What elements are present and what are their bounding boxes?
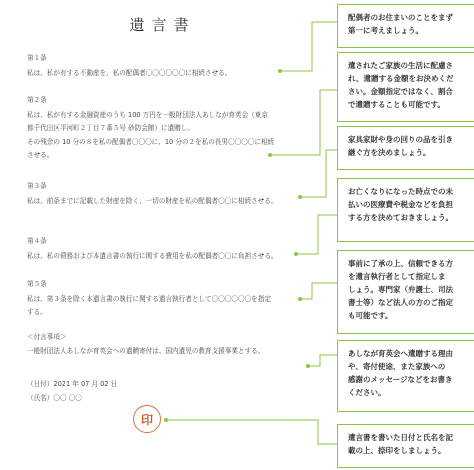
article-line: 私は、前条までに記載した財産を除く、一切の財産を私の配偶者〇〇に相続させる。 [27, 196, 278, 205]
annotation-line: 遺されたご家族の生活に配慮さ [348, 61, 453, 70]
annotation-box-2 [337, 52, 474, 122]
annotation-box-3 [337, 126, 474, 170]
annotation-line: しょう。専門家（弁護士、司法 [348, 285, 453, 294]
annotation-line: 事前に了承の上、信頼できる方 [348, 259, 453, 268]
annotation-line: を遺言執行者として指定しま [348, 272, 446, 281]
article-line: 都千代田区平河町２丁目７番５号 砂防会館）に遺贈し、 [27, 124, 194, 132]
article-line: 私は、私の債務および本遺言書の執行に関する費用を私の配偶者〇〇に負担させる。 [27, 251, 278, 260]
connector-line-3 [300, 150, 337, 197]
annotation-box-4 [337, 178, 474, 242]
document-title: 遺言書 [129, 16, 196, 34]
article-line: 私は、私が有する金融資産のうち 100 万円を一般財団法人あしなが育英会（東京 [27, 110, 268, 119]
connector-line-4 [296, 215, 337, 254]
annotation-line: さい。金額指定ではなく、割合 [348, 87, 453, 96]
article-line: させる。 [27, 151, 54, 159]
note-heading: ＜付言事項＞ [27, 333, 67, 341]
annotation-line: ください。 [348, 388, 386, 397]
annotation-line: れ、遺贈する金額をお決めくだ [348, 74, 454, 83]
annotation-line: 感謝のメッセージなどをお書き [348, 375, 453, 384]
annotation-box-1 [337, 4, 474, 48]
connector-line-6 [308, 355, 337, 366]
date-line: （日付）2021 年 07 月 02 日 [27, 380, 118, 388]
article-4 [27, 235, 278, 263]
article-line: 私は、私が有する不動産を、私の配偶者〇〇〇〇〇〇に相続させる。 [27, 68, 232, 77]
connector-dot [306, 364, 310, 368]
annotation-line: 載の上、捺印をしましょう。 [348, 446, 446, 455]
article-5 [27, 278, 271, 320]
annotation-box-7 [337, 424, 474, 468]
annotation-line: 第一に考えましょう。 [348, 26, 423, 35]
supplementary-note [27, 331, 264, 358]
article-heading: 第２条 [27, 96, 47, 104]
name-line: （氏名）〇〇 〇〇 [27, 394, 82, 402]
annotation-line: 継ぐ方を決めましょう。 [348, 148, 431, 157]
article-heading: 第４条 [27, 237, 47, 245]
annotation-line: や、寄付使途、また家族への [348, 362, 446, 371]
signature-block [27, 377, 117, 405]
article-heading: 第１条 [27, 54, 47, 62]
article-2 [27, 94, 274, 163]
annotation-line: 書士等）など法人の方のご指定 [348, 298, 453, 307]
annotation-line: 配偶者のお住まいのことをまず [348, 13, 453, 22]
annotation-line: 遺言書を書いた日付と氏名を記 [348, 433, 453, 442]
annotation-line: も可能です。 [348, 311, 393, 320]
seal-stamp: 印 [133, 405, 161, 433]
annotation-line: 払いの医療費や税金などを負担 [348, 200, 453, 209]
annotation-line: する方を決めておきましょう。 [348, 213, 453, 222]
note-text: 一般財団法人あしなが育英会への遺贈寄付は、国内遺児の教育支援事業とする。 [27, 346, 265, 355]
annotation-line: 家具家財や身の回りの品を引き [348, 135, 453, 144]
annotation-box-5 [337, 250, 474, 334]
article-heading: 第５条 [27, 280, 47, 288]
article-line: その残余の 10 分の８を私の配偶者〇〇〇に、10 分の２を私の長男〇〇〇〇に相続 [27, 137, 275, 146]
article-line: 私は、第３条を除く本遺言書の執行に関する遺言執行者として〇〇〇〇〇〇を指定 [27, 294, 271, 303]
article-heading: 第３条 [27, 182, 47, 190]
article-line: する。 [27, 308, 47, 316]
article-1 [27, 52, 231, 80]
annotation-box-6 [337, 340, 474, 412]
annotation-line: で遺贈することも可能です。 [348, 100, 445, 109]
article-3 [27, 180, 277, 208]
annotation-line: お亡くなりになった時点での未 [348, 187, 453, 196]
connector-line-5 [300, 283, 337, 299]
annotation-line: あしなが育英会へ遺贈する理由 [348, 349, 453, 358]
